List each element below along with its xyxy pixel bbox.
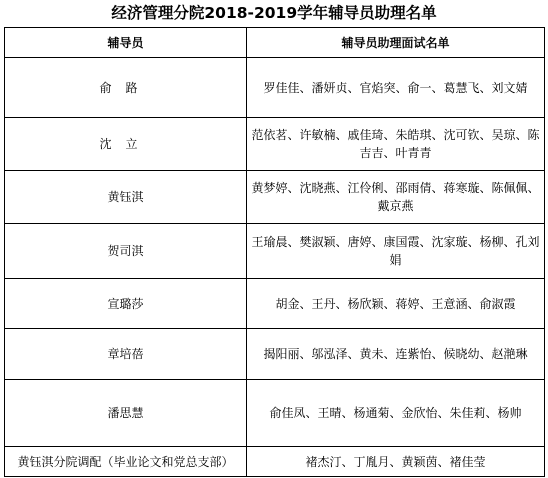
table-row <box>5 224 545 279</box>
counselor-cell: 宣璐莎 <box>5 279 247 329</box>
header-counselor: 辅导员 <box>5 28 247 58</box>
assistants-cell: 黄梦婷、沈晓燕、江伶俐、邵雨倩、蒋寒璇、陈佩佩、戴京燕 <box>247 171 545 224</box>
table-row <box>5 447 545 477</box>
counselor-cell: 沈立 <box>5 118 247 171</box>
assistants-cell: 胡金、王丹、杨欣颖、蒋婷、王意涵、俞淑霞 <box>247 279 545 329</box>
counselor-cell: 俞路 <box>5 58 247 118</box>
table-row <box>5 118 545 171</box>
counselor-cell: 黄钰淇 <box>5 171 247 224</box>
assistants-cell: 俞佳凤、王晴、杨通菊、金欣怡、朱佳莉、杨帅 <box>247 380 545 447</box>
header-row <box>5 28 545 58</box>
table-row <box>5 58 545 118</box>
counselor-cell: 章培蓓 <box>5 329 247 380</box>
table-row <box>5 279 545 329</box>
assistants-cell: 揭阳丽、邬泓泽、黄未、连紫怡、候晓幼、赵滟琳 <box>247 329 545 380</box>
table-row <box>5 329 545 380</box>
assistants-cell: 王瑜晨、樊淑颖、唐婷、康国霞、沈家璇、杨柳、孔刘娟 <box>247 224 545 279</box>
counselor-cell: 潘思慧 <box>5 380 247 447</box>
assistants-cell: 范依茗、许敏楠、戚佳琦、朱皓琪、沈可钦、吴琼、陈吉吉、叶青青 <box>247 118 545 171</box>
assistant-roster-table <box>4 27 545 477</box>
assistants-cell: 褚杰汀、丁胤月、黄颖茵、褚佳莹 <box>247 447 545 477</box>
table-row <box>5 171 545 224</box>
counselor-cell: 贺司淇 <box>5 224 247 279</box>
header-assistants: 辅导员助理面试名单 <box>247 28 545 58</box>
page-title: 经济管理分院2018-2019学年辅导员助理名单 <box>111 4 437 22</box>
assistants-cell: 罗佳佳、潘妍贞、官焰突、俞一、葛慧飞、刘文婧 <box>247 58 545 118</box>
table-row <box>5 380 545 447</box>
counselor-cell: 黄钰淇分院调配（毕业论文和党总支部） <box>5 447 247 477</box>
